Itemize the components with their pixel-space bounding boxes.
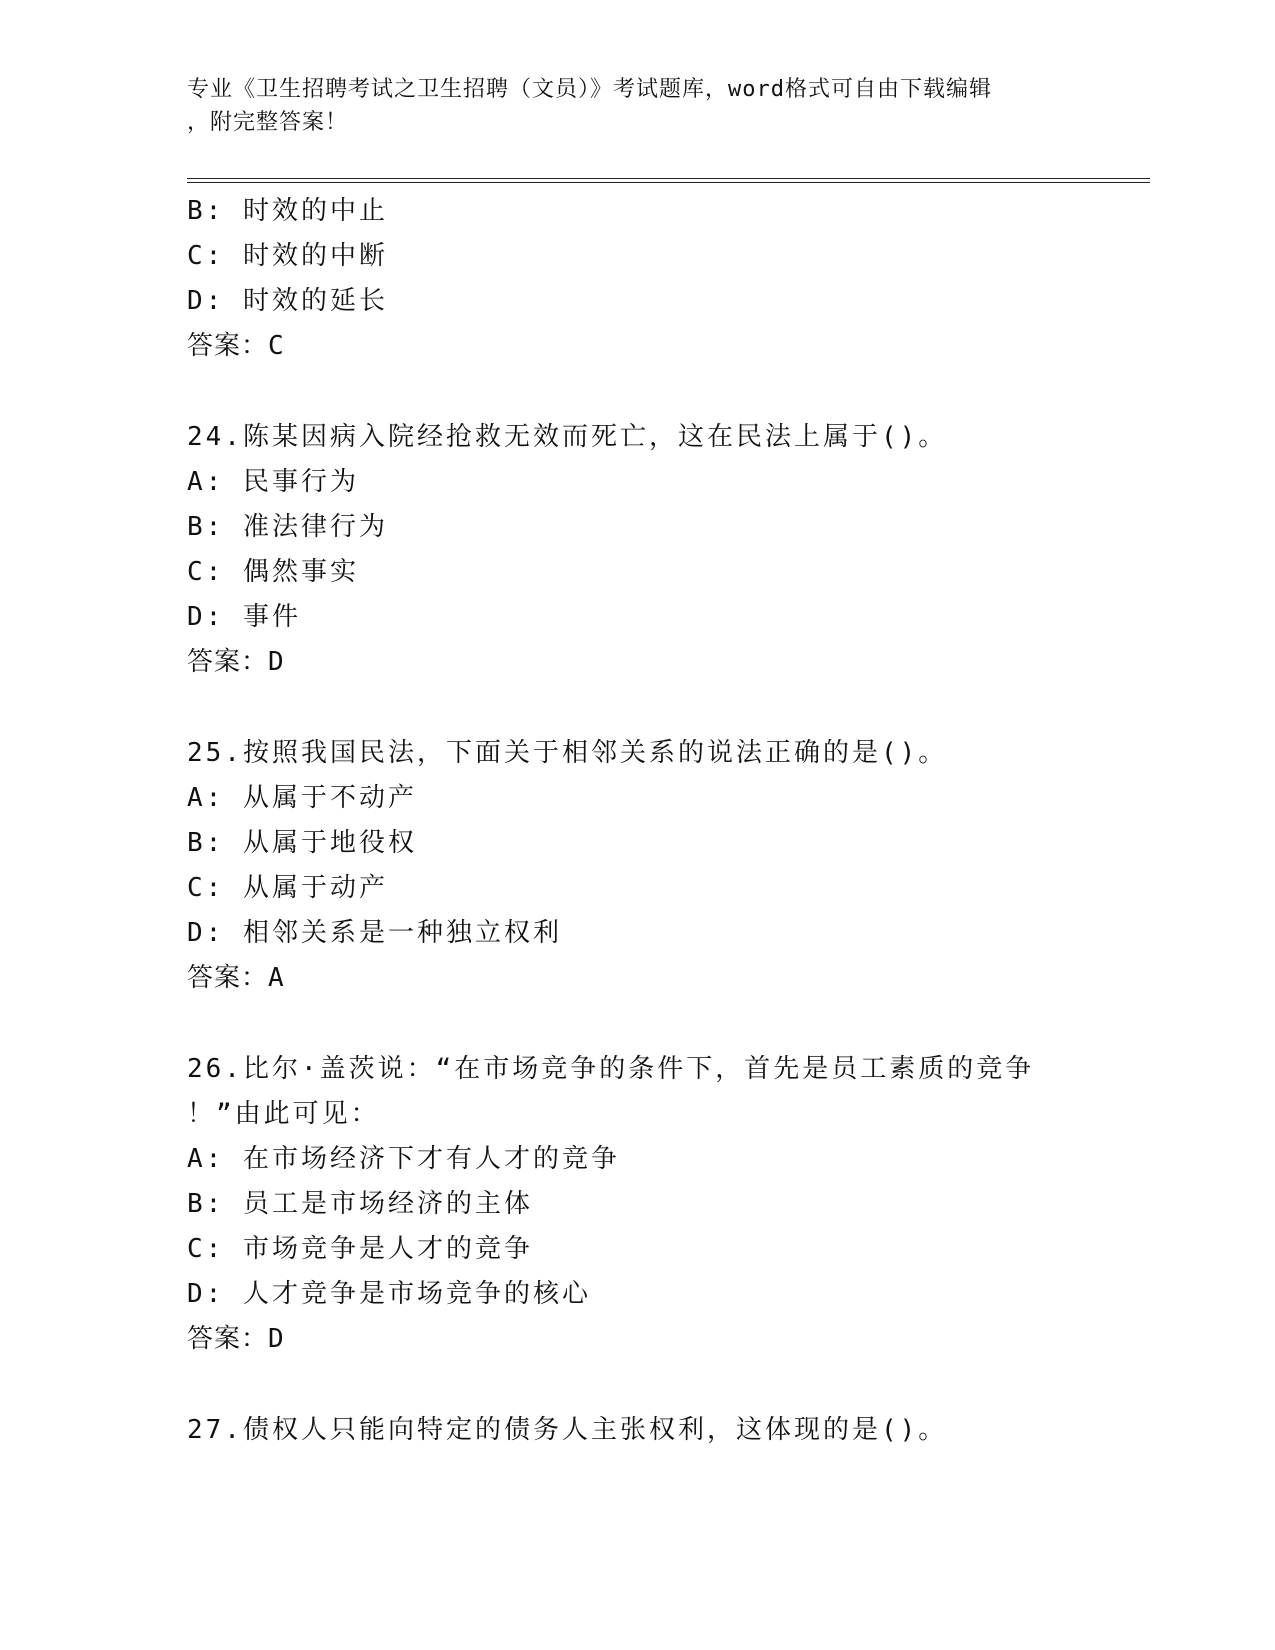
question-25 [187,731,1087,1001]
option-letter: D [187,1279,206,1309]
option-a: A: 在市场经济下才有人才的竞争 [187,1144,620,1174]
header-line-2: ，附完整答案！ [187,110,349,135]
question-stem-line-2: ！”由此可见： [187,1099,380,1129]
option-text: 时效的延长 [242,286,388,316]
option-letter: B [187,512,206,542]
option-d: D: 事件 [187,602,301,632]
option-letter: D [187,286,206,316]
option-d: D: 时效的延长 [187,286,388,316]
option-letter: D [187,918,206,948]
option-text: 民事行为 [242,467,359,497]
option-c: C: 时效的中断 [187,241,388,271]
option-b: B: 从属于地役权 [187,828,417,858]
option-a: A: 民事行为 [187,467,359,497]
answer-value: A [268,963,285,993]
answer-label: 答案： [187,1324,269,1354]
option-a: A: 从属于不动产 [187,783,417,813]
header-divider [187,178,1150,183]
option-text: 从属于不动产 [242,783,417,813]
option-letter: B [187,828,206,858]
option-b: B: 准法律行为 [187,512,388,542]
option-letter: D [187,602,206,632]
answer-line [187,956,1087,1001]
option-letter: B [187,196,206,226]
option-text: 员工是市场经济的主体 [242,1189,533,1219]
question-26 [187,1047,1087,1362]
option-c: C: 从属于动产 [187,873,388,903]
option-text: 市场竞争是人才的竞争 [242,1234,533,1264]
option-letter: A [187,1144,206,1174]
answer-label: 答案： [187,647,269,677]
answer-line [187,324,1087,369]
option-b: B: 员工是市场经济的主体 [187,1189,533,1219]
option-letter: C [187,1234,206,1264]
option-text: 相邻关系是一种独立权利 [242,918,562,948]
question-23-continued [187,189,1087,369]
answer-value: D [268,647,285,677]
question-stem: 27.债权人只能向特定的债务人主张权利，这体现的是()。 [187,1415,948,1445]
option-letter: C [187,557,206,587]
option-b: B: 时效的中止 [187,196,388,226]
option-text: 时效的中止 [242,196,388,226]
answer-value: D [268,1324,285,1354]
document-body [187,189,1087,1453]
answer-line [187,1317,1087,1362]
header-line-1: 专业《卫生招聘考试之卫生招聘（文员）》考试题库，word格式可自由下载编辑 [187,77,992,102]
option-letter: B [187,1189,206,1219]
question-stem: 25.按照我国民法，下面关于相邻关系的说法正确的是()。 [187,738,948,768]
option-letter: A [187,783,206,813]
option-c: C: 偶然事实 [187,557,359,587]
option-text: 人才竞争是市场竞争的核心 [242,1279,591,1309]
option-text: 在市场经济下才有人才的竞争 [242,1144,620,1174]
answer-line [187,640,1087,685]
question-stem-line-1: 26.比尔·盖茨说：“在市场竞争的条件下，首先是员工素质的竞争 [187,1054,1035,1084]
answer-label: 答案： [187,331,269,361]
option-d: D: 相邻关系是一种独立权利 [187,918,562,948]
option-text: 从属于动产 [242,873,388,903]
option-letter: A [187,467,206,497]
option-text: 时效的中断 [242,241,388,271]
question-stem: 24.陈某因病入院经抢救无效而死亡，这在民法上属于()。 [187,422,948,452]
option-c: C: 市场竞争是人才的竞争 [187,1234,533,1264]
option-text: 事件 [242,602,301,632]
option-text: 偶然事实 [242,557,359,587]
option-letter: C [187,873,206,903]
document-header [187,73,1087,139]
question-24 [187,415,1087,685]
option-text: 从属于地役权 [242,828,417,858]
answer-value: C [268,331,285,361]
option-letter: C [187,241,206,271]
question-27 [187,1408,1087,1453]
option-d: D: 人才竞争是市场竞争的核心 [187,1279,591,1309]
option-text: 准法律行为 [242,512,388,542]
answer-label: 答案： [187,963,269,993]
